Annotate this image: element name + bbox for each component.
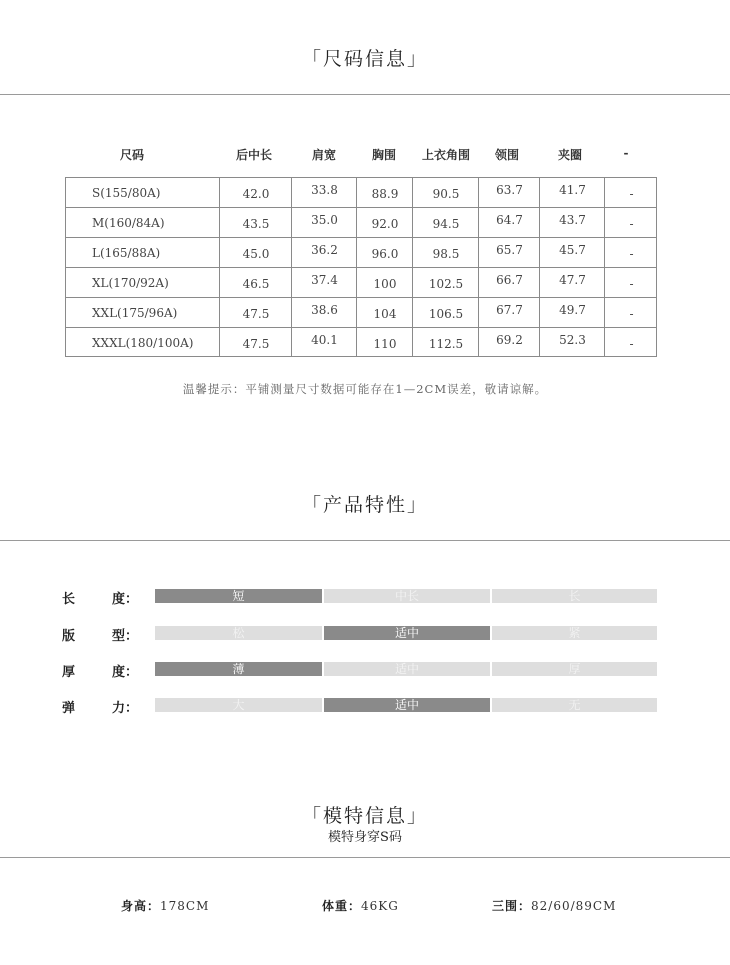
- model-subtitle: 模特身穿S码: [328, 830, 402, 845]
- feature-option-selected: 适中: [324, 626, 490, 640]
- feature-label-first: 长: [62, 592, 76, 607]
- table-cell: 110: [373, 337, 397, 351]
- feature-option-selected: 适中: [324, 698, 490, 712]
- table-cell: 67.7: [496, 303, 523, 317]
- table-cell: 90.5: [432, 187, 460, 201]
- table-cell: 43.5: [242, 217, 270, 231]
- size-header-cell: 上衣角围: [421, 148, 470, 162]
- table-cell: -: [629, 247, 634, 261]
- model-weight: [322, 897, 399, 914]
- table-row-divider: [66, 297, 656, 298]
- model-measurements-label: 三围：: [492, 899, 532, 913]
- size-header-cell: 领围: [494, 148, 519, 162]
- table-cell: 94.5: [432, 217, 460, 231]
- feature-option: 中长: [324, 589, 490, 603]
- feature-label-first: 版: [62, 629, 76, 644]
- table-cell: 33.8: [311, 183, 338, 197]
- feature-option-selected: 短: [155, 589, 322, 603]
- size-label-cell: XL(170/92A): [92, 276, 169, 290]
- size-header-cell: 胸围: [371, 148, 396, 162]
- size-label-cell: L(165/88A): [92, 246, 161, 260]
- table-cell: 100: [373, 277, 397, 291]
- table-cell: 66.7: [496, 273, 523, 287]
- table-cell: 106.5: [428, 307, 464, 321]
- feature-label-second: 度：: [112, 592, 139, 607]
- measurement-tip: 温馨提示：平铺测量尺寸数据可能存在1—2CM误差，敬请谅解。: [182, 382, 548, 396]
- feature-label-first: 弹: [62, 701, 76, 716]
- table-row-divider: [66, 267, 656, 268]
- table-cell: 35.0: [311, 213, 338, 227]
- table-row-divider: [66, 327, 656, 328]
- table-cell: 47.5: [242, 307, 270, 321]
- table-cell: 52.3: [559, 333, 586, 347]
- table-cell: 46.5: [242, 277, 270, 291]
- table-cell: 41.7: [559, 183, 586, 197]
- feature-option: 长: [492, 589, 657, 603]
- size-label-cell: S(155/80A): [92, 186, 161, 200]
- feature-label-second: 力：: [112, 701, 139, 716]
- feature-section-divider: [0, 540, 730, 541]
- model-height-label: 身高：: [121, 899, 161, 913]
- table-cell: 69.2: [496, 333, 523, 347]
- feature-option-selected: 薄: [155, 662, 322, 676]
- feature-option: 厚: [492, 662, 657, 676]
- table-cell: 47.5: [242, 337, 270, 351]
- feature-section-title: 「产品特性」: [301, 494, 428, 516]
- model-measurements: [492, 897, 616, 914]
- size-header-cell: 尺码: [119, 148, 144, 162]
- table-cell: 45.0: [242, 247, 270, 261]
- model-weight-value: 46KG: [361, 899, 399, 913]
- size-label-cell: XXXL(180/100A): [92, 336, 194, 350]
- table-cell: -: [629, 307, 634, 321]
- table-cell: -: [629, 217, 634, 231]
- table-cell: 45.7: [559, 243, 586, 257]
- size-header-cell: -: [623, 146, 629, 160]
- feature-option: 紧: [492, 626, 657, 640]
- feature-label-second: 度：: [112, 665, 139, 680]
- size-section-title: 「尺码信息」: [301, 48, 428, 70]
- table-cell: 104: [373, 307, 397, 321]
- model-section-divider: [0, 857, 730, 858]
- table-cell: 65.7: [496, 243, 523, 257]
- size-section-divider: [0, 94, 730, 95]
- size-header-cell: 肩宽: [311, 148, 336, 162]
- table-cell: 64.7: [496, 213, 523, 227]
- table-cell: -: [629, 337, 634, 351]
- table-cell: -: [629, 187, 634, 201]
- table-cell: 43.7: [559, 213, 586, 227]
- table-row-divider: [66, 237, 656, 238]
- feature-label-second: 型：: [112, 629, 139, 644]
- table-cell: 96.0: [371, 247, 399, 261]
- size-label-cell: XXL(175/96A): [92, 306, 178, 320]
- table-cell: 63.7: [496, 183, 523, 197]
- table-cell: 37.4: [311, 273, 338, 287]
- feature-option: 松: [155, 626, 322, 640]
- table-cell: 36.2: [311, 243, 338, 257]
- feature-option: 适中: [324, 662, 490, 676]
- feature-option: 无: [492, 698, 657, 712]
- feature-label-first: 厚: [62, 665, 76, 680]
- size-table: [65, 177, 657, 357]
- table-cell: 102.5: [428, 277, 464, 291]
- size-header-cell: 后中长: [235, 148, 272, 162]
- model-weight-label: 体重：: [322, 899, 362, 913]
- table-cell: 88.9: [371, 187, 399, 201]
- feature-option: 大: [155, 698, 322, 712]
- size-header-cell: 夹圈: [557, 148, 582, 162]
- table-cell: 92.0: [371, 217, 399, 231]
- model-height: [121, 897, 209, 914]
- model-section-title: 「模特信息」: [301, 805, 428, 827]
- model-height-value: 178CM: [160, 899, 210, 913]
- table-cell: 112.5: [428, 337, 464, 351]
- table-cell: 42.0: [242, 187, 270, 201]
- model-measurements-value: 82/60/89CM: [531, 899, 617, 913]
- table-cell: 47.7: [559, 273, 586, 287]
- table-row-divider: [66, 207, 656, 208]
- table-cell: 40.1: [311, 333, 338, 347]
- table-cell: -: [629, 277, 634, 291]
- table-cell: 98.5: [432, 247, 460, 261]
- size-label-cell: M(160/84A): [92, 216, 165, 230]
- table-cell: 49.7: [559, 303, 586, 317]
- table-cell: 38.6: [311, 303, 338, 317]
